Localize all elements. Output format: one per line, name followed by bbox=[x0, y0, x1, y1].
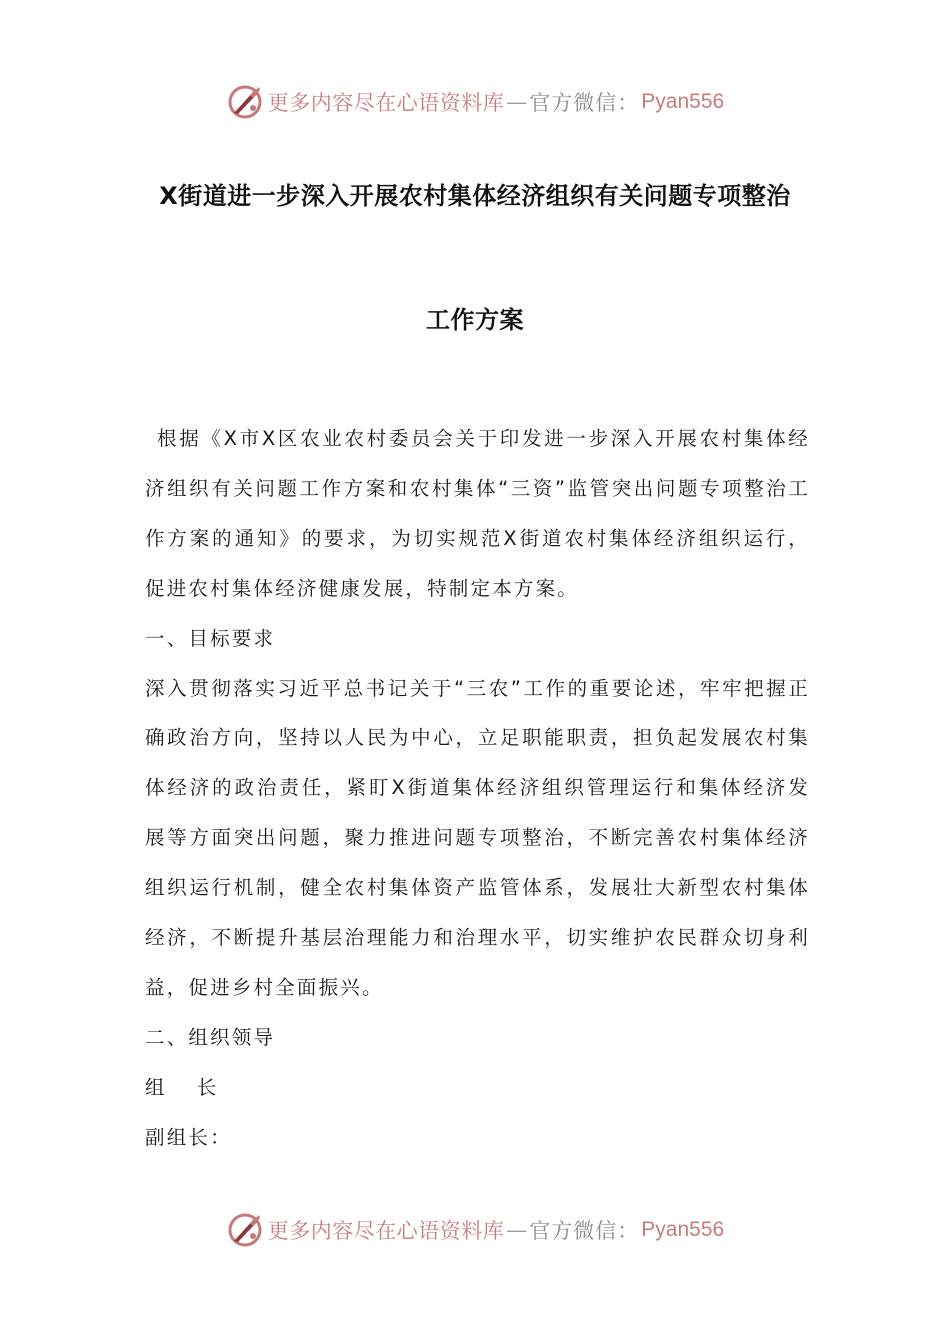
quill-logo-icon bbox=[226, 83, 264, 121]
banner-slogan: 更多内容尽在心语资料库 bbox=[267, 91, 505, 115]
banner-wechat-id: Pyan556 bbox=[641, 1218, 725, 1241]
quill-logo-icon bbox=[226, 1211, 264, 1249]
banner-wechat-label: 官方微信： bbox=[529, 91, 640, 115]
document-body bbox=[145, 414, 810, 1163]
banner-slogan: 更多内容尽在心语资料库 bbox=[267, 1219, 505, 1243]
footer-watermark-banner bbox=[0, 1208, 950, 1252]
banner-wechat-label: 官方微信： bbox=[529, 1219, 640, 1243]
intro-paragraph: 根据《X市X区农业农村委员会关于印发进一步深入开展农村集体经济组织有关问题工作方案和农村集体“三资”监管突出问题专项整治工作方案的通知》的要求，为切实规范X街道农村集体经济组织运行，促进农村集体经济健康发展，特制定本方案。 bbox=[145, 427, 810, 600]
deputy-leader-line: 副组长： bbox=[145, 1125, 232, 1149]
banner-dash: — bbox=[506, 1218, 528, 1242]
section2-heading: 二、组织领导 bbox=[145, 1025, 276, 1049]
document-title-line1: X街道进一步深入开展农村集体经济组织有关问题专项整治 bbox=[159, 182, 791, 210]
section1-paragraph: 深入贯彻落实习近平总书记关于“三农”工作的重要论述，牢牢把握正确政治方向，坚持以人民为中心，立足职能职责，担负起发展农村集体经济的政治责任，紧盯X街道集体经济组织管理运行和集体经济发展等方面突出问题，聚力推进问题专项整治，不断完善农村集体经济组织运行机制，健全农村集体资产监管体系，发展壮大新型农村集体经济，不断提升基层治理能力和治理水平，切实维护农民群众切身利益，促进乡村全面振兴。 bbox=[145, 676, 810, 999]
leader-line bbox=[145, 1063, 810, 1113]
banner-wechat-id: Pyan556 bbox=[641, 90, 725, 113]
header-watermark-banner bbox=[0, 80, 950, 124]
leader-label-part2: 长 bbox=[196, 1075, 219, 1099]
leader-label-part1: 组 bbox=[145, 1075, 167, 1099]
section1-heading: 一、目标要求 bbox=[145, 626, 276, 650]
document-title-line2: 工作方案 bbox=[426, 306, 524, 334]
banner-dash: — bbox=[506, 90, 528, 114]
